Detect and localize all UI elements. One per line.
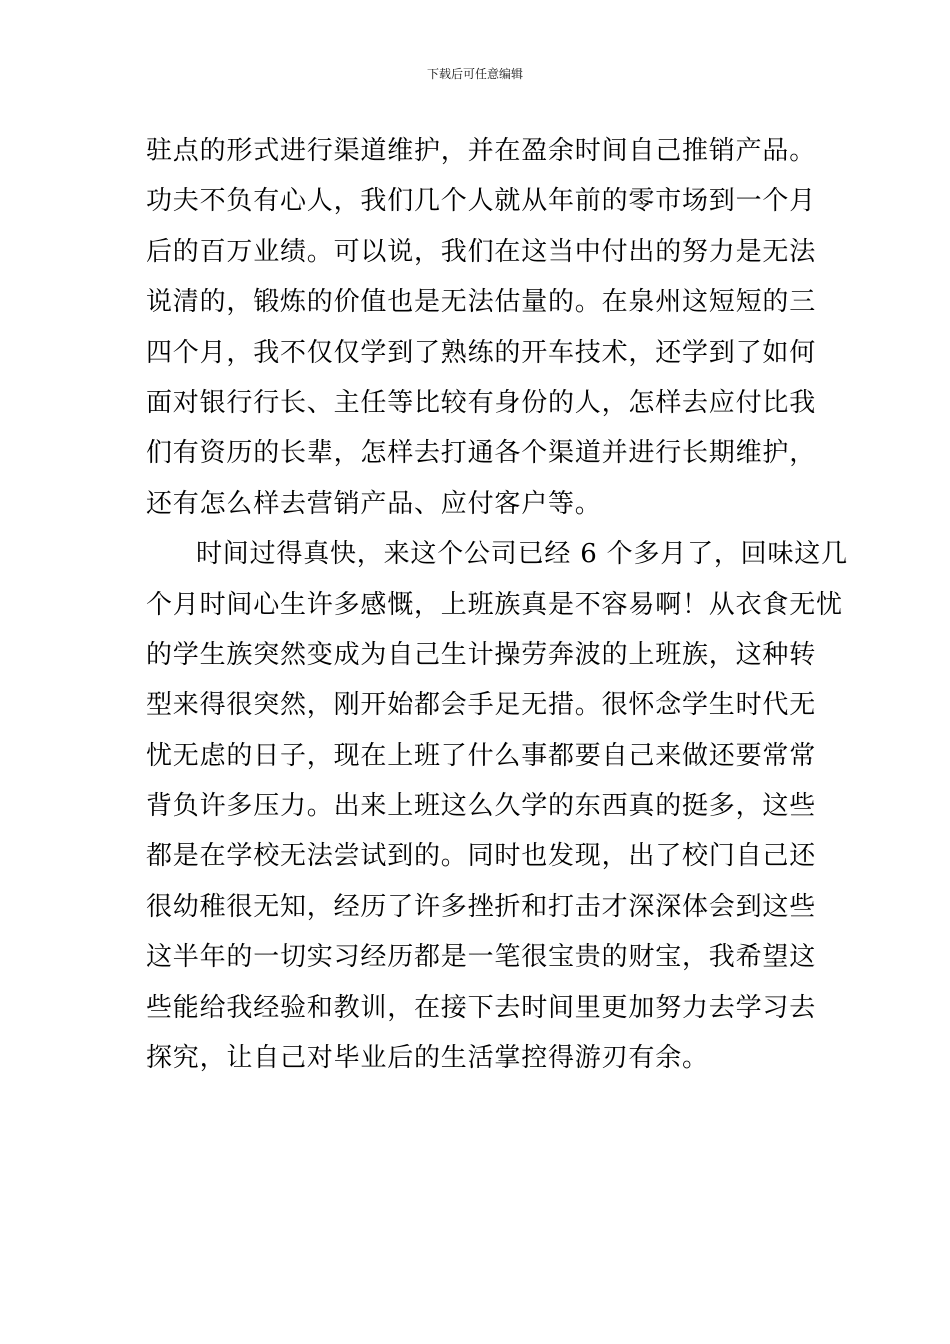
- document-body: [146, 126, 848, 1083]
- paragraph-1-line-5: 四个月，我不仅仅学到了熟练的开车技术，还学到了如何: [146, 337, 817, 368]
- paragraph-1-line-6: 面对银行行长、主任等比较有身份的人，怎样去应付比我: [146, 387, 817, 418]
- paragraph-1-line-1: 驻点的形式进行渠道维护，并在盈余时间自己推销产品。: [146, 136, 817, 166]
- paragraph-1-line-3: 后的百万业绩。可以说，我们在这当中付出的努力是无法: [146, 236, 817, 267]
- paragraph-2-line-6: 背负许多压力。出来上班这么久学的东西真的挺多，这些: [146, 791, 817, 822]
- paragraph-1-line-4: 说清的，锻炼的价值也是无法估量的。在泉州这短短的三: [146, 287, 817, 318]
- paragraph-2-line-8: 很幼稚很无知，经历了许多挫折和打击才深深体会到这些: [146, 891, 817, 922]
- paragraph-1-line-8: 还有怎么样去营销产品、应付客户等。: [146, 488, 602, 519]
- page-header: 下载后可任意编辑: [426, 67, 523, 81]
- paragraph-2-line-7: 都是在学校无法尝试到的。同时也发现，出了校门自己还: [146, 841, 817, 872]
- paragraph-2-line-11: 探究，让自己对毕业后的生活掌控得游刃有余。: [146, 1043, 709, 1074]
- paragraph-2-line-3: 的学生族突然变成为自己生计操劳奔波的上班族，这种转: [146, 639, 817, 670]
- paragraph-1-line-7: 们有资历的长辈，怎样去打通各个渠道并进行长期维护，: [146, 438, 817, 469]
- paragraph-2-line-5: 忧无虑的日子，现在上班了什么事都要自己来做还要常常: [146, 740, 817, 771]
- paragraph-2-line-9: 这半年的一切实习经历都是一笔很宝贵的财宝，我希望这: [146, 942, 817, 973]
- paragraph-2-line-4: 型来得很突然，刚开始都会手足无措。很怀念学生时代无: [146, 690, 817, 721]
- paragraph-2-line-1: 时间过得真快，来这个公司已经 6 个多月了，回味这几: [196, 539, 848, 570]
- paragraph-2-line-10: 些能给我经验和教训，在接下去时间里更加努力去学习去: [146, 992, 817, 1023]
- paragraph-1-line-2: 功夫不负有心人，我们几个人就从年前的零市场到一个月: [146, 186, 817, 217]
- paragraph-2-line-2: 个月时间心生许多感慨，上班族真是不容易啊！从衣食无忧: [146, 589, 843, 620]
